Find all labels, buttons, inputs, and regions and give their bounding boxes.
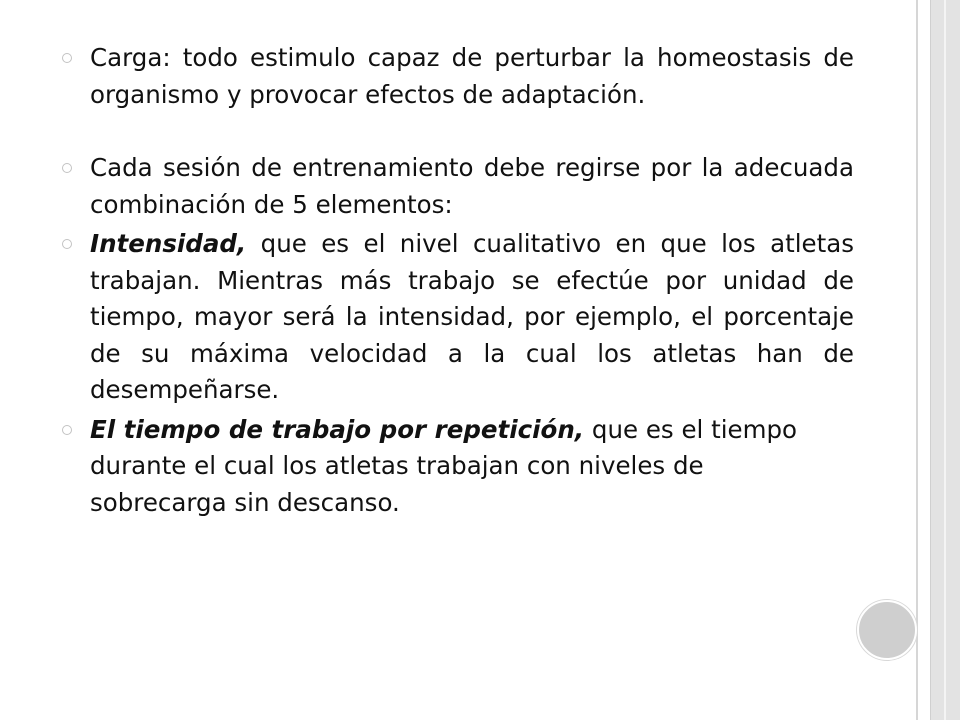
- bullet-text: que es el tiempo durante el cual los atletas trabajan con niveles de sobrecarga sin descanso.: [90, 414, 798, 517]
- bullet-text: Carga: todo estimulo capaz de perturbar la homeostasis de organismo y provocar efectos de adaptación.: [90, 43, 854, 109]
- bullet-circle-icon: [62, 53, 72, 63]
- bullet-circle-icon: [62, 425, 72, 435]
- bullet-item: [62, 150, 854, 223]
- bullet-text: Cada sesión de entrenamiento debe regirse por la adecuada combinación de 5 elementos:: [90, 153, 854, 219]
- frame-band-highlight: [944, 0, 946, 720]
- bullet-item: [62, 226, 854, 409]
- frame-gap: [918, 0, 930, 720]
- bullet-term: Intensidad,: [90, 229, 247, 258]
- bullet-text: que es el nivel cualitativo en que los atletas trabajan. Mientras más trabajo se efectúe por unidad de tiempo, mayor será la intensidad, por ejemplo, el porcentaje de su máxima velocidad a la cual los atletas han de desempeñarse.: [90, 229, 854, 404]
- bullet-circle-icon: [62, 163, 72, 173]
- bullet-term: El tiempo de trabajo por repetición,: [90, 414, 585, 444]
- bullet-circle-icon: [62, 239, 72, 249]
- bullet-item: [62, 40, 854, 113]
- slide-content: [62, 40, 854, 521]
- bullet-item: [62, 412, 854, 522]
- decorative-circle: [857, 600, 917, 660]
